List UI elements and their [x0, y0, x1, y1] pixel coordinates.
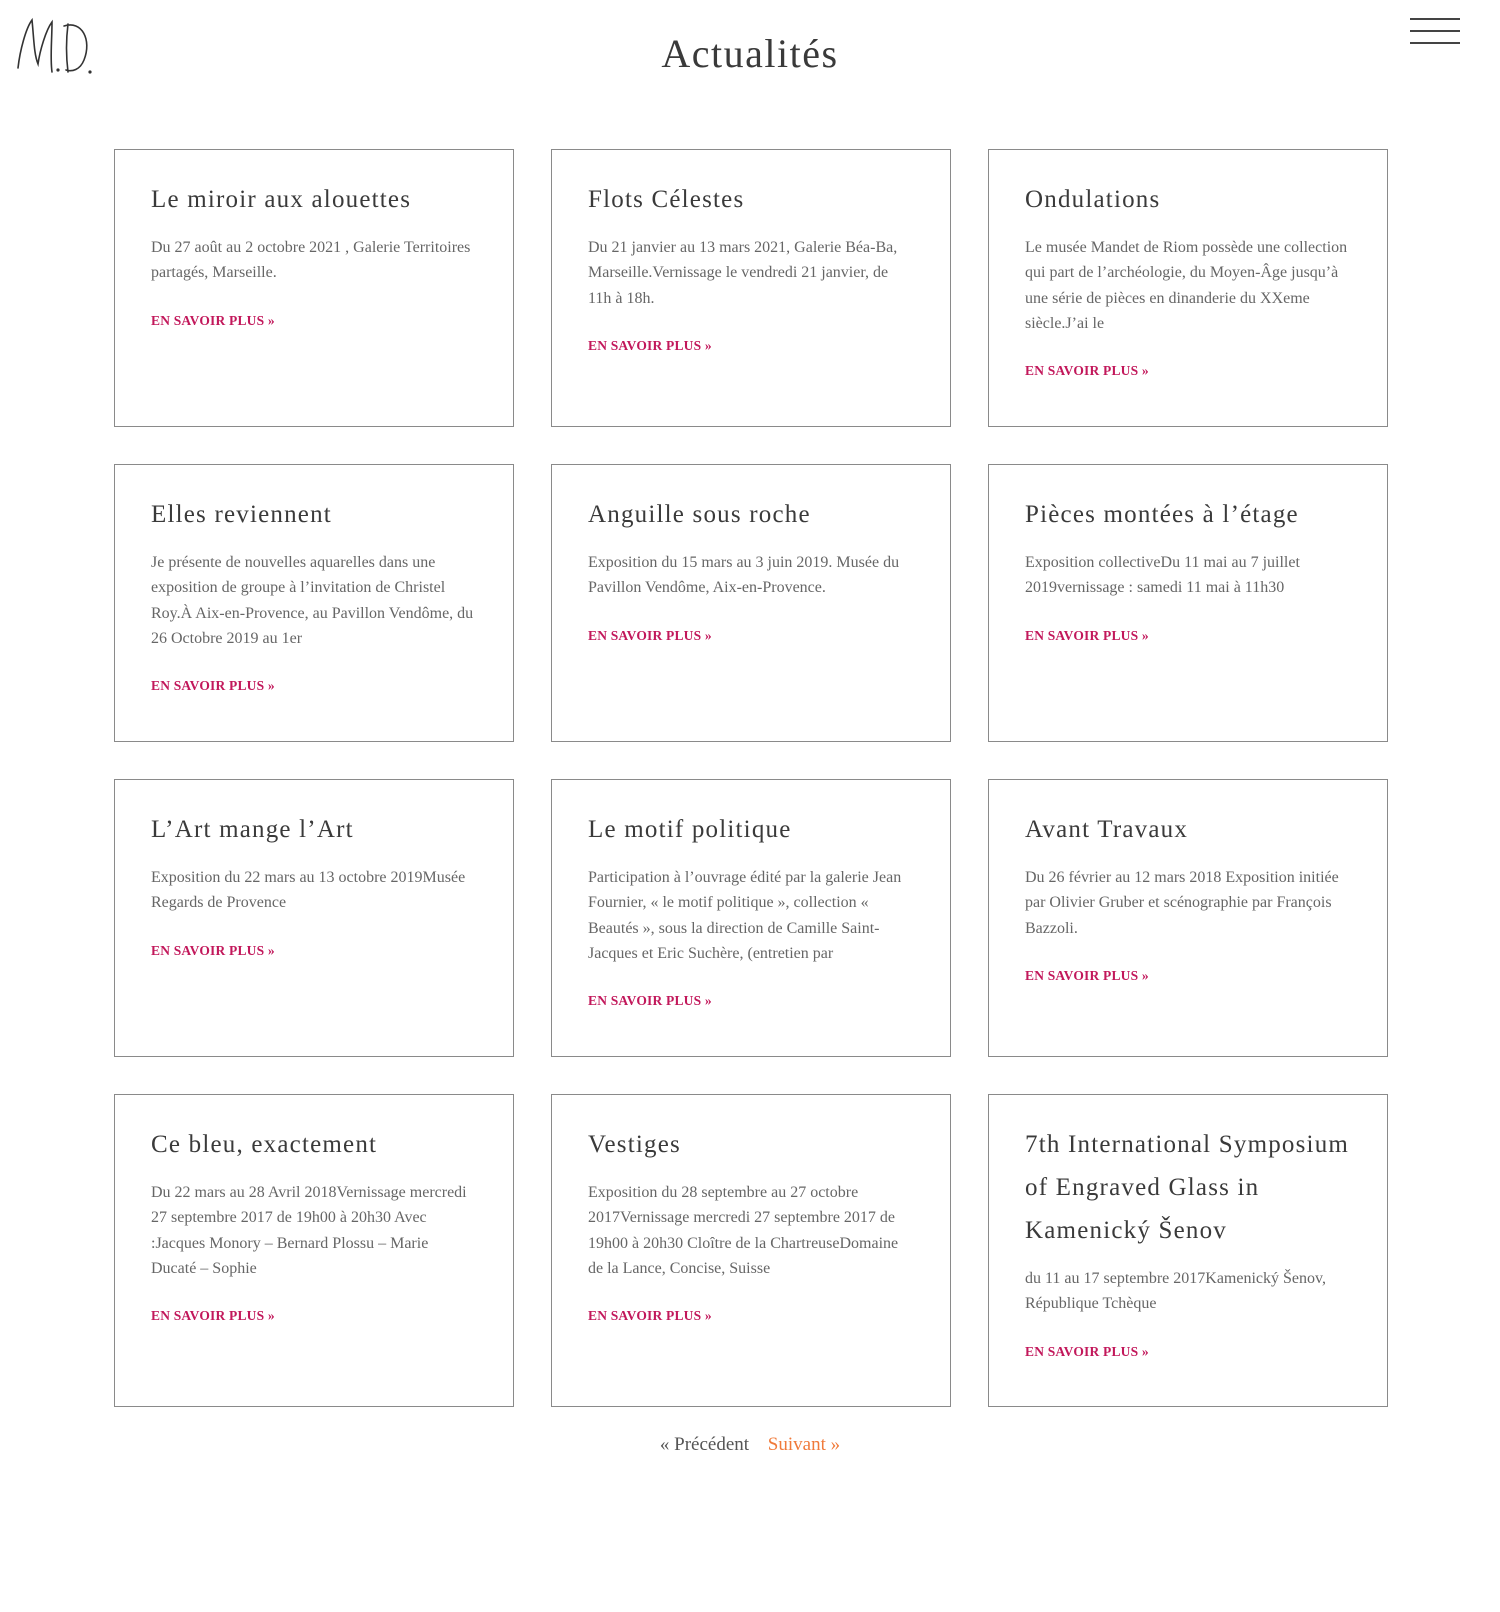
post-excerpt: Du 27 août au 2 octobre 2021 , Galerie Territoires partagés, Marseille. — [151, 239, 471, 282]
post-title[interactable]: Le motif politique — [588, 816, 792, 843]
hamburger-icon-line — [1410, 30, 1460, 32]
read-more-link[interactable]: EN SAVOIR PLUS » — [1025, 363, 1149, 379]
post-title[interactable]: Vestiges — [588, 1131, 681, 1158]
previous-page-link[interactable]: « Précédent — [659, 1434, 750, 1455]
post-card[interactable] — [988, 1094, 1388, 1407]
post-title[interactable]: Flots Célestes — [588, 186, 745, 213]
read-more-link[interactable]: EN SAVOIR PLUS » — [588, 1308, 712, 1324]
post-excerpt: Participation à l’ouvrage édité par la galerie Jean Fournier, « le motif politique », collection « Beautés », sous la direction de Camille Saint-Jacques et Eric Suchère, (entretien par — [588, 869, 902, 962]
post-title[interactable]: Elles reviennent — [151, 501, 332, 528]
hamburger-icon — [1410, 18, 1460, 20]
read-more-link[interactable]: EN SAVOIR PLUS » — [151, 1308, 275, 1324]
post-card[interactable] — [988, 149, 1388, 427]
post-title[interactable]: Le miroir aux alouettes — [151, 186, 412, 213]
read-more-link[interactable]: EN SAVOIR PLUS » — [151, 942, 275, 958]
post-title[interactable]: 7th International Symposium of Engraved Glass in Kamenický Šenov — [1025, 1131, 1350, 1244]
post-excerpt: Exposition collectiveDu 11 mai au 7 juillet 2019vernissage : samedi 11 mai à 11h30 — [1025, 554, 1300, 597]
post-excerpt: du 11 au 17 septembre 2017Kamenický Šenov, République Tchèque — [1025, 1270, 1326, 1313]
post-title[interactable]: Ce bleu, exactement — [151, 1131, 378, 1158]
menu-button[interactable] — [1410, 16, 1460, 48]
post-excerpt: Exposition du 22 mars au 13 octobre 2019Musée Regards de Provence — [151, 869, 466, 912]
post-excerpt: Du 26 février au 12 mars 2018 Exposition initiée par Olivier Gruber et scénographie par François Bazzoli. — [1025, 869, 1339, 937]
post-card[interactable] — [988, 464, 1388, 742]
post-title[interactable]: L’Art mange l’Art — [151, 816, 354, 843]
post-card[interactable] — [114, 779, 514, 1057]
read-more-link[interactable]: EN SAVOIR PLUS » — [151, 312, 275, 328]
post-excerpt: Exposition du 28 septembre au 27 octobre 2017Vernissage mercredi 27 septembre 2017 de 19h00 à 20h30 Cloître de la ChartreuseDomaine de la Lance, Concise, Suisse — [588, 1184, 899, 1277]
post-title[interactable]: Pièces montées à l’étage — [1025, 501, 1299, 528]
read-more-link[interactable]: EN SAVOIR PLUS » — [151, 678, 275, 694]
read-more-link[interactable]: EN SAVOIR PLUS » — [1025, 967, 1149, 983]
pagination — [0, 1434, 1500, 1456]
post-excerpt: Je présente de nouvelles aquarelles dans une exposition de groupe à l’invitation de Christel Roy.À Aix-en-Provence, au Pavillon Vendôme, du 26 Octobre 2019 au 1er — [151, 554, 474, 647]
post-title[interactable]: Avant Travaux — [1025, 816, 1189, 843]
post-excerpt: Du 21 janvier au 13 mars 2021, Galerie Béa-Ba, Marseille.Vernissage le vendredi 21 janvier, de 11h à 18h. — [588, 239, 898, 307]
next-page-link[interactable]: Suivant » — [767, 1434, 841, 1455]
hamburger-icon-line — [1410, 42, 1460, 44]
post-card[interactable] — [551, 149, 951, 427]
read-more-link[interactable]: EN SAVOIR PLUS » — [1025, 627, 1149, 643]
post-title[interactable]: Anguille sous roche — [588, 501, 811, 528]
post-excerpt: Du 22 mars au 28 Avril 2018Vernissage mercredi 27 septembre 2017 de 19h00 à 20h30 Avec :Jacques Monory – Bernard Plossu – Marie Ducaté – Sophie — [151, 1184, 467, 1277]
page-title: Actualités — [661, 31, 839, 76]
post-title[interactable]: Ondulations — [1025, 186, 1161, 213]
read-more-link[interactable]: EN SAVOIR PLUS » — [588, 337, 712, 353]
read-more-link[interactable]: EN SAVOIR PLUS » — [1025, 1343, 1149, 1359]
post-card[interactable] — [114, 149, 514, 427]
post-card[interactable] — [551, 1094, 951, 1407]
post-card[interactable] — [551, 464, 951, 742]
post-card[interactable] — [114, 464, 514, 742]
post-card[interactable] — [551, 779, 951, 1057]
post-excerpt: Exposition du 15 mars au 3 juin 2019. Musée du Pavillon Vendôme, Aix-en-Provence. — [588, 554, 900, 597]
post-card[interactable] — [114, 1094, 514, 1407]
read-more-link[interactable]: EN SAVOIR PLUS » — [588, 993, 712, 1009]
post-excerpt: Le musée Mandet de Riom possède une collection qui part de l’archéologie, du Moyen-Âge jusqu’à une série de pièces en dinanderie du XXeme siècle.J’ai le — [1025, 239, 1348, 332]
posts-grid — [114, 149, 1388, 1444]
post-card[interactable] — [988, 779, 1388, 1057]
read-more-link[interactable]: EN SAVOIR PLUS » — [588, 627, 712, 643]
